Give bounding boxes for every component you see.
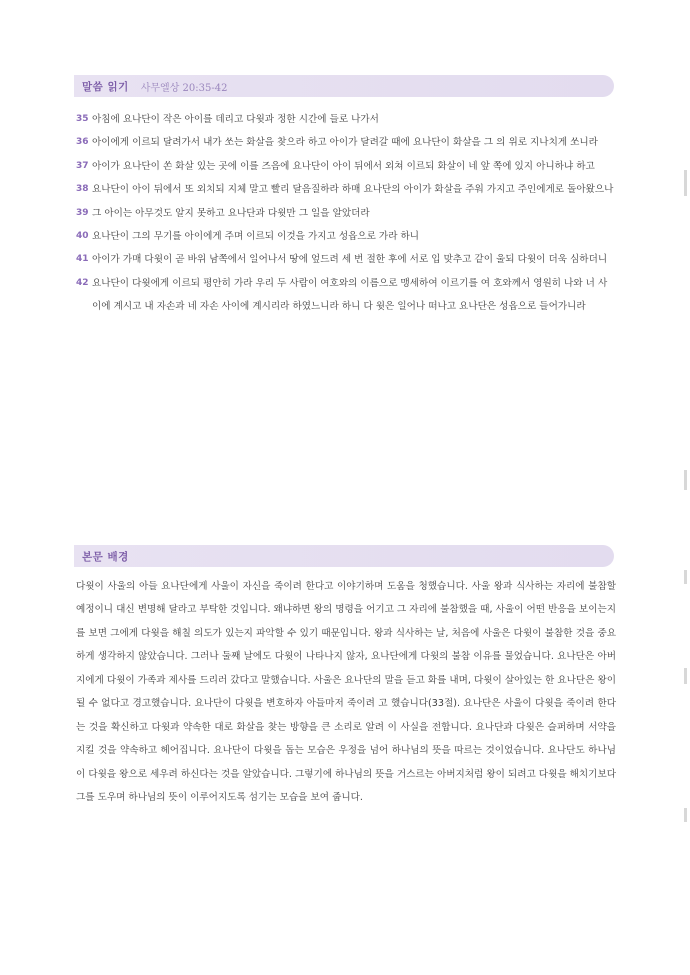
scripture-reference: 사무엘상 20:35-42: [140, 82, 228, 94]
verse-number: 41: [76, 254, 89, 265]
page-edge-mark: [684, 808, 687, 822]
verse-number: 39: [76, 207, 89, 218]
verse-list: [76, 108, 616, 319]
page-edge-mark: [684, 470, 687, 490]
verse-42: [76, 272, 616, 319]
verse-35: [76, 108, 616, 131]
verse-number: 36: [76, 137, 89, 148]
verse-number: 40: [76, 231, 89, 242]
verse-40: [76, 225, 616, 248]
background-section-title: 본문 배경: [82, 550, 129, 563]
verse-number: 38: [76, 184, 89, 195]
verse-text: 아침에 요나단이 작은 아이를 데리고 다윗과 정한 시간에 들로 나가서: [92, 114, 379, 125]
verse-text: 그 아이는 아무것도 알지 못하고 요나단과 다윗만 그 일을 알았더라: [92, 207, 370, 219]
verse-text: 요나단이 다윗에게 이르되 평안히 가라 우리 두 사람이 여호와의 이름으로 맹세하여 이르기를 여 호와께서 영원히 나와 너 사이에 계시고 내 자손과 네 자손 사이에 계시리라 하였느니라 하니 다 윗은 일어나 떠나고 요나단은 성읍으로 들어가니라: [92, 277, 608, 313]
verse-text: 아이가 요나단이 쏜 화살 있는 곳에 이를 즈음에 요나단이 아이 뒤에서 외쳐 이르되 화살이 네 앞 쪽에 있지 아니하냐 하고: [92, 160, 595, 172]
page-edge-mark: [684, 668, 687, 684]
verse-number: 35: [76, 114, 89, 124]
verse-38: [76, 178, 616, 201]
verse-text: 요나단이 아이 뒤에서 또 외치되 지체 말고 빨리 달음질하라 하매 요나단의 아이가 화살을 주워 가지고 주인에게로 돌아왔으나: [92, 184, 614, 196]
verse-number: 42: [76, 277, 89, 288]
page-edge-mark: [684, 570, 687, 584]
verse-41: [76, 248, 616, 271]
reading-section-title: 말씀 읽기: [82, 80, 129, 93]
verse-39: [76, 202, 616, 225]
verse-number: 37: [76, 160, 89, 171]
verse-37: [76, 155, 616, 178]
verse-text: 아이가 가매 다윗이 곧 바위 남쪽에서 일어나서 땅에 엎드려 세 번 절한 후에 서로 입 맞추고 같이 울되 다윗이 더욱 심하더니: [92, 254, 608, 266]
verse-text: 아이에게 이르되 달려가서 내가 쏘는 화살을 찾으라 하고 아이가 달려갈 때에 요나단이 화살을 그 의 위로 지나치게 쏘니라: [92, 137, 598, 149]
background-section-header: [74, 545, 614, 567]
verse-36: [76, 131, 616, 154]
verse-text: 요나단이 그의 무기를 아이에게 주며 이르되 이것을 가지고 성읍으로 가라 하니: [92, 231, 420, 243]
reading-section-header: [74, 75, 614, 97]
page-edge-mark: [684, 170, 687, 196]
background-paragraph: 다윗이 사울의 아들 요나단에게 사울이 자신을 죽이려 한다고 이야기하며 도움을 청했습니다. 사울 왕과 식사하는 자리에 불참할 예정이니 대신 변명해 달라고 부탁한 것입니다. 왜냐하면 왕의 명령을 어기고 그 자리에 불참했을 때, 사울이 어떤 반응을 보이는지를 보면 그에게 다윗을 해칠 의도가 있는지 파악할 수 있기 때문입니다. 왕과 식사하는 날, 처음에 사울은 다윗이 불참한 것을 중요하게 생각하지 않았습니다. 그러나 둘째 날에도 다윗이 나타나지 않자, 요나단에게 다윗의 불참 이유를 물었습니다. 요나단은 아버지에게 다윗이 가족과 제사를 드리러 갔다고 말했습니다. 사울은 요나단의 말을 듣고 화를 내며, 다윗이 살아있는 한 요나단은 왕이 될 수 없다고 경고했습니다. 요나단이 다윗을 변호하자 아들마저 죽이려 고 했습니다(33절). 요나단은 사울이 다윗을 죽이려 한다는 것을 확신하고 다윗과 약속한 대로 화살을 찾는 방향을 큰 소리로 알려 이 사실을 전합니다. 요나단과 다윗은 슬퍼하며 서약을 지킬 것을 약속하고 헤어집니다. 요나단이 다윗을 돕는 모습은 우정을 넘어 하나님의 뜻을 따르는 것이었습니다. 요나단도 하나님이 다윗을 왕으로 세우려 하신다는 것을 알았습니다. 그렇기에 하나님의 뜻을 거스르는 아버지처럼 왕이 되려고 다윗을 해치기보다 그를 도우며 하나님의 뜻이 이루어지도록 섬기는 모습을 보여 줍니다.: [76, 581, 616, 804]
